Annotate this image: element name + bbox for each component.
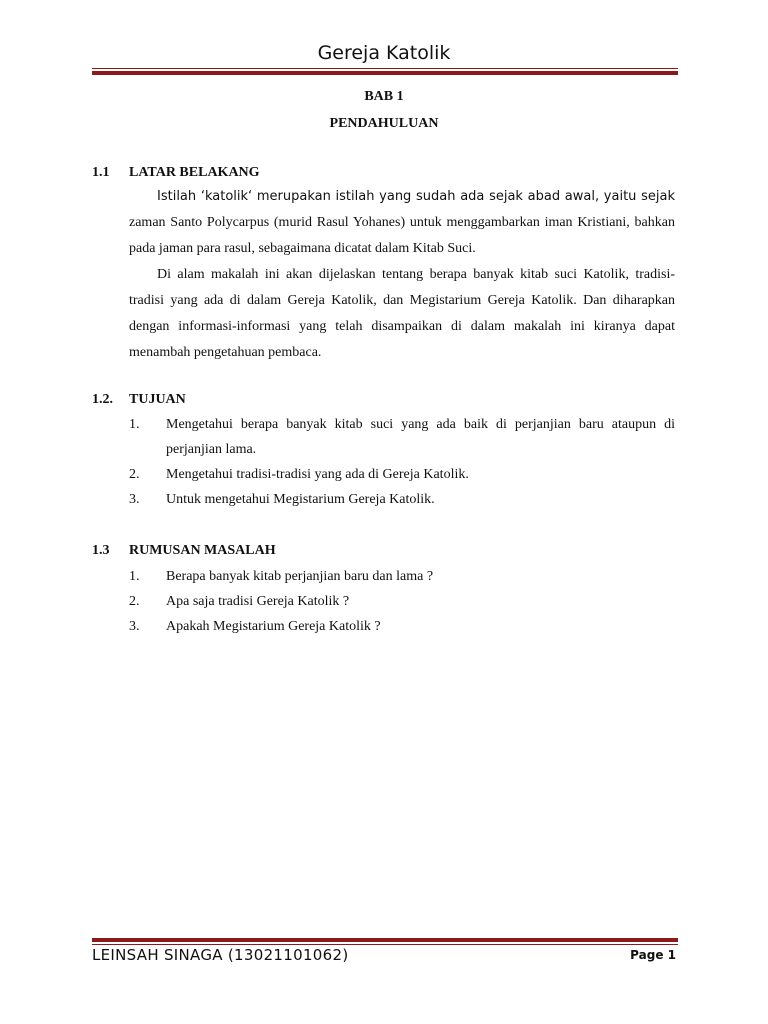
paragraph-first-line: Istilah ‘katolik‘ merupakan istilah yang sudah ada sejak abad awal, yaitu sejak [157,189,675,204]
section-title: TUJUAN [129,392,186,407]
section-number: 1.1 [92,165,110,180]
paragraph-scope: Di alam makalah ini akan dijelaskan tentang berapa banyak kitab suci Katolik, tradisi-tradisi yang ada di dalam Gereja Katolik, dan Megistarium Gereja Katolik. Dan diharapkan dengan informasi-informasi yang telah disampaikan di dalam makalah ini kiranya dapat menambah pengetahuan pembaca. [129,267,675,360]
list-item: 3. Apakah Megistarium Gereja Katolik ? [129,619,381,634]
header-title: Gereja Katolik [317,42,451,64]
section-number: 1.2. [92,392,113,407]
rumusan-list [129,564,675,639]
header-rule [92,68,678,75]
chapter-label: BAB 1 [364,89,404,104]
list-item: 1. Berapa banyak kitab perjanjian baru dan lama ? [129,569,434,584]
page-number: Page 1 [630,948,676,962]
list-item: 2. Mengetahui tradisi-tradisi yang ada di Gereja Katolik. [129,467,469,482]
list-item: 2. Apa saja tradisi Gereja Katolik ? [129,594,350,609]
list-item: 3. Untuk mengetahui Megistarium Gereja Katolik. [129,492,435,507]
paragraph-continuation: zaman Santo Polycarpus (murid Rasul Yohanes) untuk menggambarkan iman Kristiani, bahkan pada jaman para rasul, sebagaimana dicatat dalam Kitab Suci. [129,215,675,256]
section-title: RUMUSAN MASALAH [129,543,276,558]
tujuan-list [129,412,675,512]
section-number: 1.3 [92,543,110,558]
chapter-title: PENDAHULUAN [329,116,439,131]
section-title: LATAR BELAKANG [129,165,260,180]
section-heading-latar-belakang [92,165,260,181]
section-heading-tujuan [92,392,186,408]
footer-author: LEINSAH SINAGA (13021101062) [92,946,349,964]
paragraph-intro [129,184,675,262]
list-item: 1. Mengetahui berapa banyak kitab suci yang ada baik di perjanjian baru ataupun di perjanjian lama. [129,417,675,457]
footer-rule [92,938,678,945]
section-heading-rumusan-masalah [92,543,276,559]
